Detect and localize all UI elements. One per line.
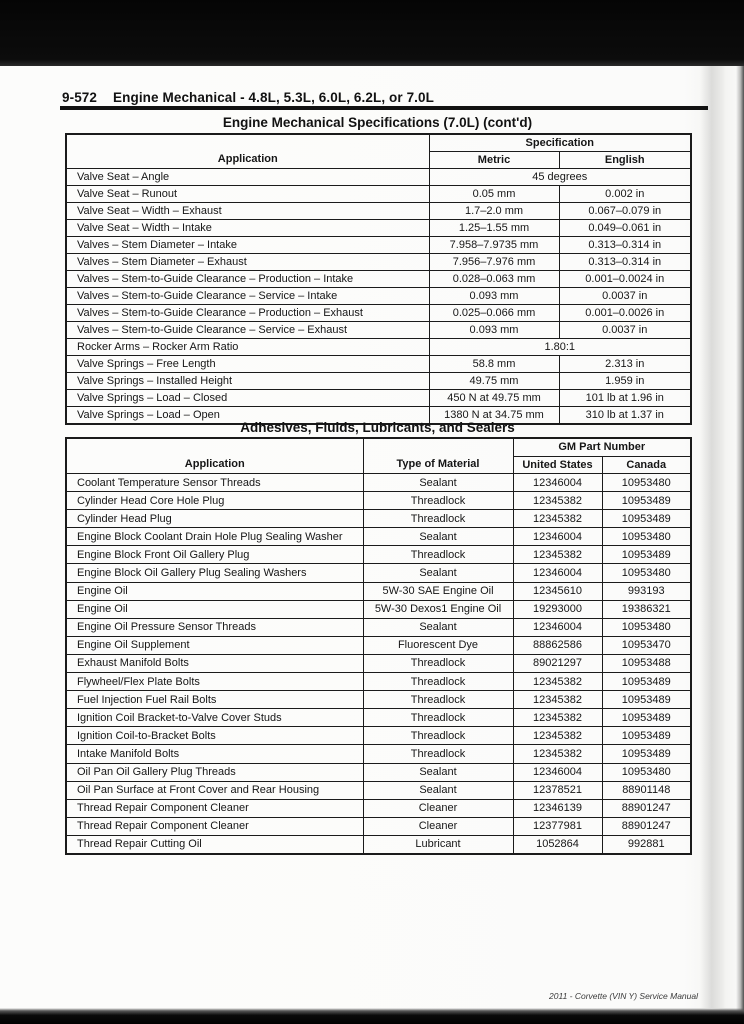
cell-application: Flywheel/Flex Plate Bolts: [66, 673, 363, 691]
cell-english: 0.067–0.079 in: [559, 203, 691, 220]
table-row: [66, 817, 691, 835]
cell-english: 0.049–0.061 in: [559, 220, 691, 237]
cell-canada: 19386321: [602, 600, 691, 618]
cell-application: Oil Pan Surface at Front Cover and Rear Housing: [66, 781, 363, 799]
cell-us: 12346004: [513, 618, 602, 636]
cell-application: Exhaust Manifold Bolts: [66, 654, 363, 672]
cell-english: 0.313–0.314 in: [559, 237, 691, 254]
cell-metric: 0.028–0.063 mm: [429, 271, 559, 288]
cell-us: 12345382: [513, 546, 602, 564]
cell-material: 5W-30 Dexos1 Engine Oil: [363, 600, 513, 618]
cell-canada: 10953488: [602, 654, 691, 672]
table-row: [66, 691, 691, 709]
table-row: [66, 186, 691, 203]
cell-application: Thread Repair Component Cleaner: [66, 817, 363, 835]
cell-application: Valves – Stem-to-Guide Clearance – Production – Exhaust: [66, 305, 429, 322]
cell-canada: 10953480: [602, 528, 691, 546]
cell-metric: 58.8 mm: [429, 356, 559, 373]
cell-english: 2.313 in: [559, 356, 691, 373]
cell-us: 12345382: [513, 510, 602, 528]
cell-metric: 450 N at 49.75 mm: [429, 390, 559, 407]
cell-application: Valves – Stem Diameter – Intake: [66, 237, 429, 254]
table-row: [66, 618, 691, 636]
cell-application: Valve Springs – Free Length: [66, 356, 429, 373]
page-title: Engine Mechanical - 4.8L, 5.3L, 6.0L, 6.2L, or 7.0L: [113, 90, 434, 105]
scan-black-bar-bottom: [0, 1008, 744, 1024]
cell-material: Threadlock: [363, 492, 513, 510]
adhesives-col-material: Type of Material: [363, 438, 513, 474]
cell-application: Valve Seat – Runout: [66, 186, 429, 203]
table-row: [66, 203, 691, 220]
scan-black-bar-top: [0, 0, 744, 66]
table-row: [66, 356, 691, 373]
scan-shadow-band-right: [700, 66, 726, 1008]
cell-english: 0.0037 in: [559, 322, 691, 339]
cell-material: 5W-30 SAE Engine Oil: [363, 582, 513, 600]
table-row: [66, 835, 691, 854]
cell-canada: 88901148: [602, 781, 691, 799]
cell-us: 12346004: [513, 564, 602, 582]
table-row: [66, 727, 691, 745]
footer-text: 2011 - Corvette (VIN Y) Service Manual: [549, 991, 698, 1001]
spec-col-application: Application: [66, 134, 429, 169]
cell-canada: 10953480: [602, 763, 691, 781]
spec-table-header-row-1: [66, 134, 691, 152]
cell-canada: 88901247: [602, 817, 691, 835]
cell-application: Valves – Stem Diameter – Exhaust: [66, 254, 429, 271]
cell-canada: 10953489: [602, 492, 691, 510]
cell-us: 12345382: [513, 745, 602, 763]
cell-us: 1052864: [513, 835, 602, 854]
table-row: [66, 322, 691, 339]
cell-material: Threadlock: [363, 673, 513, 691]
cell-english: 310 lb at 1.37 in: [559, 407, 691, 425]
cell-metric: 7.958–7.9735 mm: [429, 237, 559, 254]
cell-application: Engine Block Oil Gallery Plug Sealing Washers: [66, 564, 363, 582]
table-row: [66, 390, 691, 407]
cell-material: Threadlock: [363, 546, 513, 564]
cell-value-span: 45 degrees: [429, 169, 691, 186]
cell-us: 12346139: [513, 799, 602, 817]
table-row: [66, 254, 691, 271]
spec-table: [65, 133, 692, 425]
cell-material: Sealant: [363, 763, 513, 781]
cell-application: Rocker Arms – Rocker Arm Ratio: [66, 339, 429, 356]
cell-us: 12345382: [513, 709, 602, 727]
cell-material: Cleaner: [363, 817, 513, 835]
table-row: [66, 288, 691, 305]
cell-metric: 1.7–2.0 mm: [429, 203, 559, 220]
cell-canada: 992881: [602, 835, 691, 854]
cell-canada: 10953480: [602, 474, 691, 492]
cell-canada: 10953489: [602, 727, 691, 745]
cell-material: Sealant: [363, 528, 513, 546]
cell-application: Engine Block Coolant Drain Hole Plug Sealing Washer: [66, 528, 363, 546]
cell-english: 0.313–0.314 in: [559, 254, 691, 271]
cell-application: Engine Oil: [66, 582, 363, 600]
cell-english: 101 lb at 1.96 in: [559, 390, 691, 407]
cell-material: Lubricant: [363, 835, 513, 854]
cell-us: 12378521: [513, 781, 602, 799]
scan-dark-edge-right: [736, 66, 744, 1024]
cell-canada: 10953489: [602, 709, 691, 727]
cell-application: Valves – Stem-to-Guide Clearance – Production – Intake: [66, 271, 429, 288]
cell-metric: 1.25–1.55 mm: [429, 220, 559, 237]
cell-metric: 0.093 mm: [429, 322, 559, 339]
cell-us: 12346004: [513, 474, 602, 492]
cell-application: Coolant Temperature Sensor Threads: [66, 474, 363, 492]
table-row: [66, 373, 691, 390]
adhesives-col-gm-part-number: GM Part Number: [513, 438, 691, 456]
spec-col-specification: Specification: [429, 134, 691, 152]
cell-us: 89021297: [513, 654, 602, 672]
table-row: [66, 169, 691, 186]
header-rule: [60, 106, 708, 110]
cell-metric: 0.093 mm: [429, 288, 559, 305]
table-row: [66, 492, 691, 510]
cell-us: 12345382: [513, 492, 602, 510]
cell-application: Oil Pan Oil Gallery Plug Threads: [66, 763, 363, 781]
table-row: [66, 510, 691, 528]
cell-application: Ignition Coil-to-Bracket Bolts: [66, 727, 363, 745]
table-row: [66, 673, 691, 691]
spec-col-english: English: [559, 152, 691, 169]
table-row: [66, 600, 691, 618]
cell-material: Fluorescent Dye: [363, 636, 513, 654]
table-row: [66, 271, 691, 288]
table-row: [66, 745, 691, 763]
cell-canada: 10953480: [602, 564, 691, 582]
cell-us: 12377981: [513, 817, 602, 835]
cell-application: Valves – Stem-to-Guide Clearance – Service – Intake: [66, 288, 429, 305]
cell-us: 12345610: [513, 582, 602, 600]
cell-us: 12345382: [513, 673, 602, 691]
cell-application: Valve Springs – Installed Height: [66, 373, 429, 390]
cell-english: 0.0037 in: [559, 288, 691, 305]
cell-application: Valve Seat – Width – Intake: [66, 220, 429, 237]
adhesives-col-canada: Canada: [602, 456, 691, 474]
cell-material: Threadlock: [363, 691, 513, 709]
table-row: [66, 339, 691, 356]
cell-canada: 10953489: [602, 673, 691, 691]
cell-canada: 10953489: [602, 546, 691, 564]
cell-metric: 7.956–7.976 mm: [429, 254, 559, 271]
cell-english: 0.001–0.0024 in: [559, 271, 691, 288]
adhesives-table: [65, 437, 692, 855]
spec-table-title: Engine Mechanical Specifications (7.0L) (cont'd): [222, 115, 533, 130]
cell-application: Fuel Injection Fuel Rail Bolts: [66, 691, 363, 709]
cell-application: Ignition Coil Bracket-to-Valve Cover Studs: [66, 709, 363, 727]
cell-application: Engine Oil Pressure Sensor Threads: [66, 618, 363, 636]
cell-us: 12346004: [513, 763, 602, 781]
cell-us: 88862586: [513, 636, 602, 654]
cell-canada: 10953489: [602, 510, 691, 528]
cell-material: Threadlock: [363, 727, 513, 745]
cell-material: Sealant: [363, 474, 513, 492]
cell-material: Sealant: [363, 618, 513, 636]
adhesives-table-header-row-1: [66, 438, 691, 456]
cell-us: 12345382: [513, 727, 602, 745]
cell-application: Thread Repair Component Cleaner: [66, 799, 363, 817]
cell-value-span: 1.80:1: [429, 339, 691, 356]
page-number: 9-572: [62, 90, 98, 105]
cell-application: Valve Seat – Width – Exhaust: [66, 203, 429, 220]
cell-us: 19293000: [513, 600, 602, 618]
cell-metric: 0.05 mm: [429, 186, 559, 203]
cell-metric: 49.75 mm: [429, 373, 559, 390]
table-row: [66, 474, 691, 492]
cell-material: Sealant: [363, 564, 513, 582]
table-row: [66, 220, 691, 237]
cell-canada: 10953480: [602, 618, 691, 636]
table-row: [66, 654, 691, 672]
adhesives-col-united-states: United States: [513, 456, 602, 474]
cell-application: Engine Oil: [66, 600, 363, 618]
cell-english: 0.002 in: [559, 186, 691, 203]
cell-metric: 0.025–0.066 mm: [429, 305, 559, 322]
table-row: [66, 799, 691, 817]
cell-metric: 1380 N at 34.75 mm: [429, 407, 559, 425]
cell-canada: 10953489: [602, 691, 691, 709]
table-row: [66, 636, 691, 654]
spec-col-metric: Metric: [429, 152, 559, 169]
cell-material: Sealant: [363, 781, 513, 799]
cell-canada: 10953470: [602, 636, 691, 654]
cell-application: Cylinder Head Plug: [66, 510, 363, 528]
table-row: [66, 582, 691, 600]
cell-material: Threadlock: [363, 510, 513, 528]
table-row: [66, 709, 691, 727]
adhesives-col-application: Application: [66, 438, 363, 474]
cell-application: Intake Manifold Bolts: [66, 745, 363, 763]
table-row: [66, 546, 691, 564]
cell-canada: 88901247: [602, 799, 691, 817]
page-header: [62, 90, 702, 105]
cell-application: Valve Seat – Angle: [66, 169, 429, 186]
cell-application: Engine Oil Supplement: [66, 636, 363, 654]
cell-material: Threadlock: [363, 654, 513, 672]
cell-application: Valve Springs – Load – Open: [66, 407, 429, 425]
cell-application: Valve Springs – Load – Closed: [66, 390, 429, 407]
cell-us: 12345382: [513, 691, 602, 709]
cell-english: 1.959 in: [559, 373, 691, 390]
cell-material: Threadlock: [363, 745, 513, 763]
table-row: [66, 763, 691, 781]
cell-application: Valves – Stem-to-Guide Clearance – Service – Exhaust: [66, 322, 429, 339]
table-row: [66, 564, 691, 582]
cell-application: Cylinder Head Core Hole Plug: [66, 492, 363, 510]
table-row: [66, 305, 691, 322]
cell-material: Cleaner: [363, 799, 513, 817]
table-row: [66, 528, 691, 546]
cell-us: 12346004: [513, 528, 602, 546]
cell-english: 0.001–0.0026 in: [559, 305, 691, 322]
cell-material: Threadlock: [363, 709, 513, 727]
cell-application: Thread Repair Cutting Oil: [66, 835, 363, 854]
cell-application: Engine Block Front Oil Gallery Plug: [66, 546, 363, 564]
adhesives-table-title: Adhesives, Fluids, Lubricants, and Sealers: [240, 420, 515, 435]
table-row: [66, 237, 691, 254]
table-row: [66, 781, 691, 799]
cell-canada: 993193: [602, 582, 691, 600]
cell-canada: 10953489: [602, 745, 691, 763]
